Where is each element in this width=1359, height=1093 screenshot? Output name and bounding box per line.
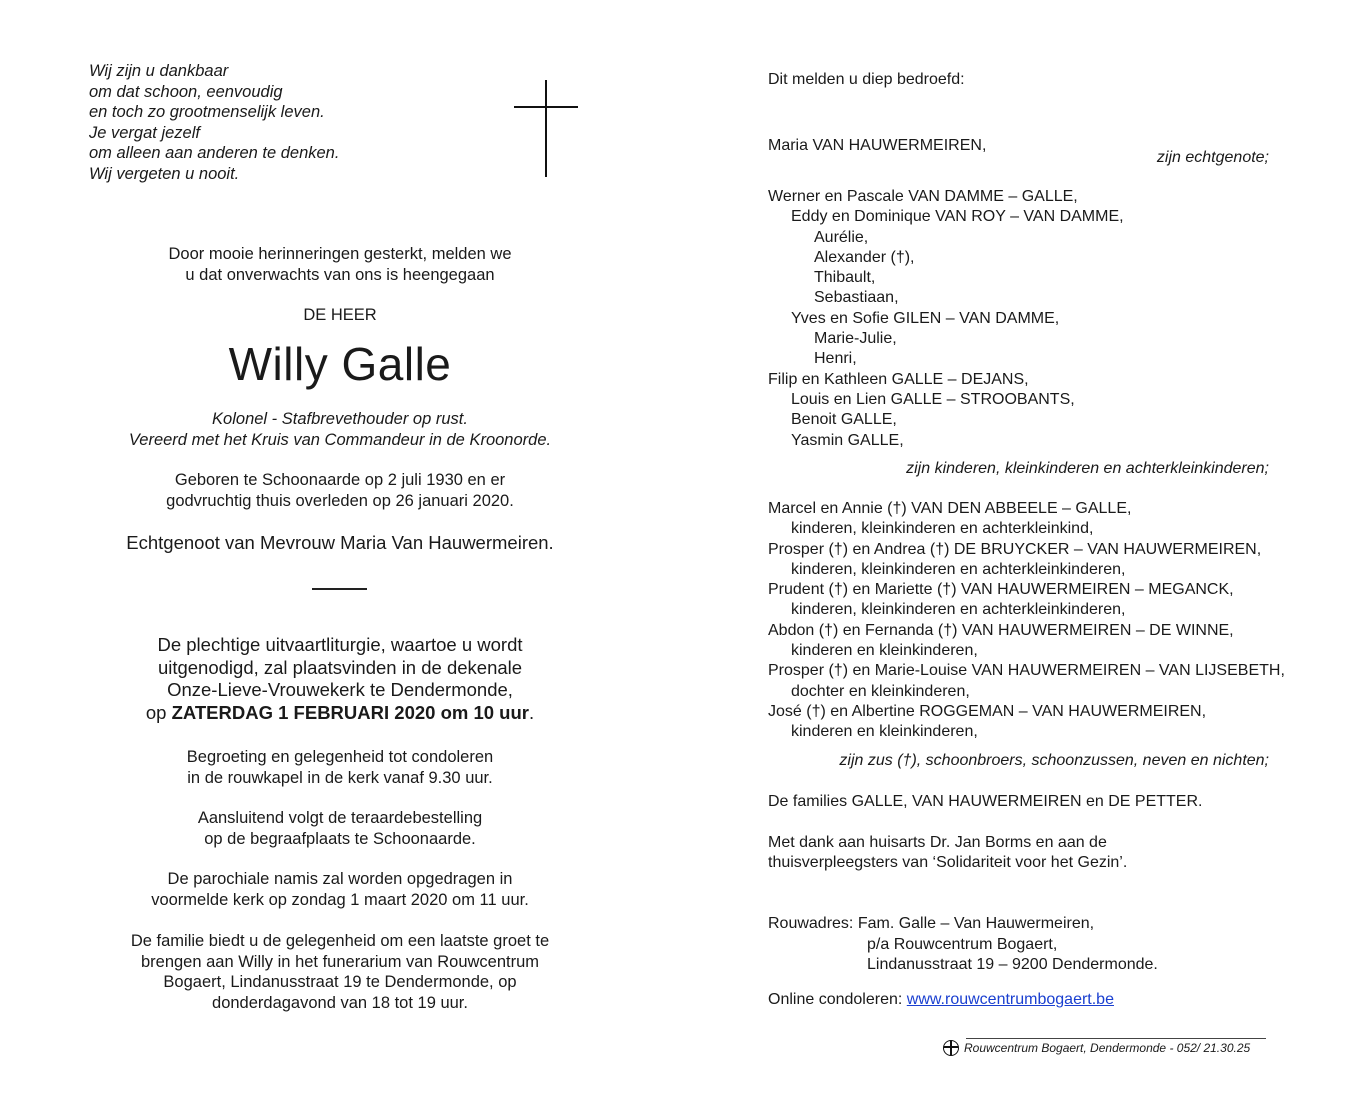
mass-info — [40, 869, 640, 910]
children-role: zijn kinderen, kleinkinderen en achterkleinkinderen; — [906, 460, 1269, 477]
list-item: Louis en Lien GALLE – STROOBANTS, — [791, 390, 1075, 408]
funeral-date: op ZATERDAG 1 FEBRUARI 2020 om 10 uur. — [145, 701, 535, 723]
list-item: kinderen en kleinkinderen, — [791, 642, 978, 660]
online-label: Online condoleren: — [768, 991, 907, 1008]
list-item: Prudent (†) en Mariette (†) VAN HAUWERMEIREN – MEGANCK, — [768, 581, 1234, 599]
burial-info — [40, 808, 640, 849]
list-item: kinderen, kleinkinderen en achterkleinkinderen, — [791, 601, 1126, 619]
title-line: Kolonel - Stafbrevethouder op rust. — [212, 410, 468, 428]
footer — [943, 1041, 1250, 1057]
visit-line: Bogaert, Lindanusstraat 19 te Dendermonde, op — [163, 973, 517, 991]
poem-line: Wij vergeten u nooit. — [89, 164, 240, 183]
list-item: Filip en Kathleen GALLE – DEJANS, — [768, 370, 1029, 388]
list-item: Aurélie, — [814, 228, 869, 246]
condolence-info — [40, 747, 640, 788]
intro-text — [40, 244, 640, 285]
poem-line: om dat schoon, eenvoudig — [89, 82, 283, 101]
mass-line: voormelde kerk op zondag 1 maart 2020 om 11 uur. — [151, 890, 529, 909]
funeral-line: Onze-Lieve-Vrouwekerk te Dendermonde, — [167, 679, 513, 700]
birth-death — [40, 470, 640, 511]
siblings-list — [768, 499, 1285, 743]
spouse-role: zijn echtgenote; — [1156, 149, 1269, 166]
list-item: Eddy en Dominique VAN ROY – VAN DAMME, — [791, 208, 1124, 226]
visit-line: donderdagavond van 18 tot 19 uur. — [212, 993, 468, 1012]
address-line: p/a Rouwcentrum Bogaert, — [867, 936, 1058, 953]
list-item: Yasmin GALLE, — [791, 431, 904, 449]
intro-line: Door mooie herinneringen gesterkt, melden we — [168, 245, 512, 263]
spouse-name: Maria VAN HAUWERMEIREN, — [768, 137, 987, 154]
mass-line: De parochiale namis zal worden opgedragen in — [167, 870, 513, 888]
funeral-line: De plechtige uitvaartliturgie, waartoe u wordt — [157, 634, 523, 655]
poem-line: Wij zijn u dankbaar — [89, 62, 229, 80]
divider — [312, 588, 367, 590]
birth-death-line: Geboren te Schoonaarde op 2 juli 1930 en er — [174, 471, 506, 489]
visit-line: De familie biedt u de gelegenheid om een laatste groet te — [130, 932, 550, 950]
footer-divider — [966, 1038, 1266, 1039]
thanks — [768, 833, 1127, 874]
intro-line: u dat onverwachts van ons is heengegaan — [185, 265, 495, 284]
list-item: Benoit GALLE, — [791, 411, 897, 429]
visit-line: brengen aan Willy in het funerarium van Rouwcentrum — [140, 952, 540, 971]
condolence-line: in de rouwkapel in de kerk vanaf 9.30 uur. — [187, 768, 493, 787]
spouse-line: Echtgenoot van Mevrouw Maria Van Hauwermeiren. — [126, 532, 554, 553]
list-item: Prosper (†) en Andrea (†) DE BRUYCKER – VAN HAUWERMEIREN, — [768, 540, 1262, 558]
burial-line: Aansluitend volgt de teraardebestelling — [197, 809, 483, 827]
honorific: DE HEER — [303, 306, 377, 324]
list-item: Thibault, — [814, 269, 876, 287]
list-item: Alexander (†), — [814, 248, 915, 266]
list-item: Marcel en Annie (†) VAN DEN ABBEELE – GALLE, — [768, 500, 1132, 517]
list-item: kinderen, kleinkinderen en achterkleinkind, — [791, 520, 1094, 538]
list-item: Yves en Sofie GILEN – VAN DAMME, — [791, 309, 1060, 327]
footer-text: Rouwcentrum Bogaert, Dendermonde - 052/ 21.30.25 — [964, 1041, 1251, 1056]
list-item: Prosper (†) en Marie-Louise VAN HAUWERMEIREN – VAN LIJSEBETH, — [768, 662, 1285, 680]
funeral-line: uitgenodigd, zal plaatsvinden in de dekenale — [157, 656, 523, 678]
deceased-name: Willy Galle — [228, 338, 452, 390]
condolence-line: Begroeting en gelegenheid tot condoleren — [186, 748, 494, 766]
siblings-role: zijn zus (†), schoonbroers, schoonzussen, neven en nichten; — [839, 752, 1269, 769]
cross-vertical — [545, 80, 547, 177]
families: De families GALLE, VAN HAUWERMEIREN en DE PETTER. — [768, 793, 1203, 810]
cross-horizontal — [514, 106, 578, 108]
list-item: Werner en Pascale VAN DAMME – GALLE, — [768, 188, 1078, 205]
poem-line: en toch zo grootmenselijk leven. — [89, 103, 325, 121]
title-line: Vereerd met het Kruis van Commandeur in de Kroonorde. — [128, 430, 552, 449]
list-item: Henri, — [814, 350, 857, 368]
visit-info — [40, 931, 640, 1013]
list-item: kinderen, kleinkinderen en achterkleinkinderen, — [791, 560, 1126, 578]
burial-line: op de begraafplaats te Schoonaarde. — [204, 829, 476, 848]
poem-line: Je vergat jezelf — [89, 123, 200, 142]
list-item: Abdon (†) en Fernanda (†) VAN HAUWERMEIREN – DE WINNE, — [768, 621, 1234, 639]
list-item: Marie-Julie, — [814, 330, 897, 348]
address-lines — [867, 935, 1158, 976]
list-item: dochter en kleinkinderen, — [791, 682, 970, 700]
spouse-statement — [40, 532, 640, 555]
announce: Dit melden u diep bedroefd: — [768, 71, 965, 88]
funeral-date-bold: ZATERDAG 1 FEBRUARI 2020 om 10 uur — [171, 701, 529, 723]
rouwcentrum-logo-icon — [943, 1040, 959, 1056]
poem-line: om alleen aan anderen te denken. — [89, 144, 340, 162]
poem — [89, 61, 339, 184]
thanks-line: thuisverpleegsters van ‘Solidariteit voor het Gezin’. — [768, 854, 1128, 872]
address-label: Rouwadres: Fam. Galle – Van Hauwermeiren, — [768, 915, 1095, 932]
online-condolence — [768, 990, 1114, 1010]
thanks-line: Met dank aan huisarts Dr. Jan Borms en aan de — [768, 834, 1107, 851]
funeral-info — [40, 634, 640, 724]
birth-death-line: godvruchtig thuis overleden op 26 januari 2020. — [166, 491, 514, 510]
online-condolence-link[interactable]: www.rouwcentrumbogaert.be — [906, 991, 1114, 1008]
list-item: kinderen en kleinkinderen, — [791, 723, 978, 741]
address-line: Lindanusstraat 19 – 9200 Dendermonde. — [867, 956, 1158, 974]
children-list — [768, 187, 1124, 451]
titles — [40, 409, 640, 450]
list-item: José (†) en Albertine ROGGEMAN – VAN HAUWERMEIREN, — [768, 702, 1207, 720]
list-item: Sebastiaan, — [814, 289, 899, 307]
